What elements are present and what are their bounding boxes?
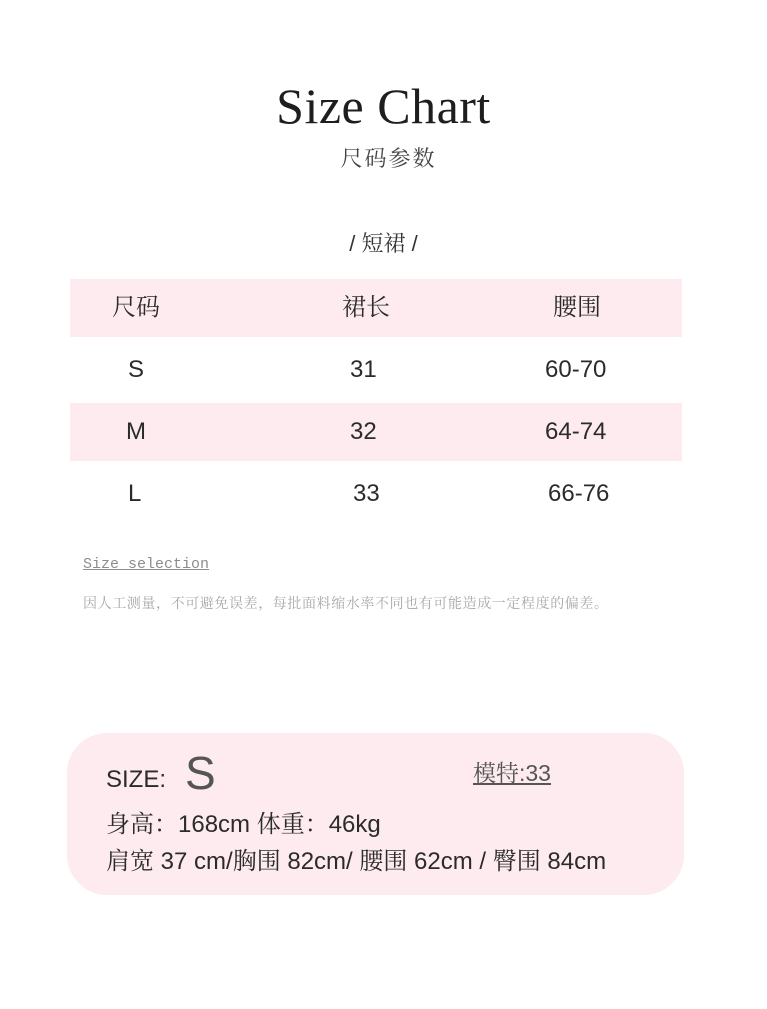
- model-height-weight: 身高：168cm 体重：46kg: [106, 811, 381, 838]
- model-badge: 模特:33: [473, 760, 551, 786]
- size-selection-heading: Size selection: [83, 556, 210, 573]
- table-cell-length: 33: [353, 480, 380, 507]
- model-measurements: 肩宽 37 cm/胸围 82cm/ 腰围 62cm / 臀围 84cm: [106, 848, 607, 875]
- page-title: Size Chart: [276, 78, 491, 134]
- table-row: [70, 465, 682, 523]
- model-info-card: [67, 733, 684, 895]
- size-table: [70, 279, 682, 523]
- table-cell-length: 32: [350, 418, 377, 445]
- model-size-label: SIZE:: [106, 766, 167, 793]
- table-row: [70, 341, 682, 399]
- table-header-row: [70, 279, 682, 337]
- table-cell-length: 31: [350, 356, 377, 383]
- category-label: / 短裙 /: [349, 231, 418, 256]
- table-cell-size: M: [126, 418, 146, 445]
- table-cell-size: S: [128, 356, 145, 383]
- table-cell-waist: 64-74: [545, 418, 607, 445]
- page-subtitle: 尺码参数: [340, 146, 437, 171]
- model-size-value: S: [185, 747, 216, 799]
- table-cell-size: L: [128, 480, 142, 507]
- column-header-length: 裙长: [342, 294, 390, 321]
- size-selection-note: 因人工测量，不可避免误差，每批面料缩水率不同也有可能造成一定程度的偏差。: [83, 596, 609, 612]
- column-header-size: 尺码: [112, 294, 160, 321]
- table-row: [70, 403, 682, 461]
- table-cell-waist: 66-76: [548, 480, 610, 507]
- column-header-waist: 腰围: [553, 294, 601, 321]
- table-cell-waist: 60-70: [545, 356, 607, 383]
